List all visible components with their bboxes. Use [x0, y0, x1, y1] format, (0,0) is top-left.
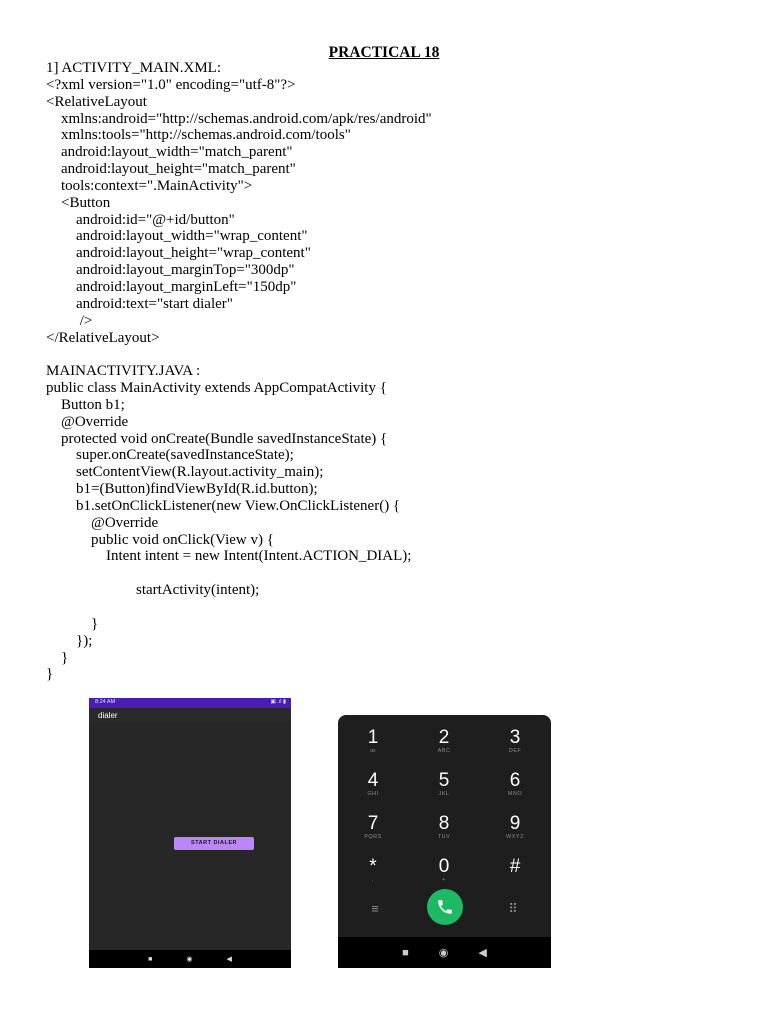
dial-key-letters: ABC: [437, 748, 451, 754]
dial-key[interactable]: [343, 857, 403, 884]
code-line: tools:context=".MainActivity">: [46, 177, 253, 194]
code-line: startActivity(intent);: [46, 582, 260, 599]
dial-key-letters: +: [442, 877, 446, 883]
navigation-bar: [89, 950, 291, 968]
dial-key[interactable]: [343, 771, 403, 798]
code-line: }: [46, 666, 54, 683]
code-line: xmlns:android="http://schemas.android.com/apk/res/android": [46, 110, 432, 127]
code-line: Intent intent = new Intent(Intent.ACTION_DIAL);: [46, 548, 412, 565]
code-line: xmlns:tools="http://schemas.android.com/tools": [46, 127, 351, 144]
dial-key[interactable]: [485, 771, 545, 798]
code-line: public class MainActivity extends AppCompatActivity {: [46, 380, 387, 397]
code-line: @Override: [46, 514, 159, 531]
code-line: super.onCreate(savedInstanceState);: [46, 447, 294, 464]
code-line: </RelativeLayout>: [46, 329, 160, 346]
navigation-bar: [338, 937, 551, 968]
dial-key-digit: *: [369, 856, 377, 877]
code-line: b1.setOnClickListener(new View.OnClickListener() {: [46, 497, 401, 514]
code-line: Button b1;: [46, 396, 125, 413]
code-line: <Button: [46, 194, 111, 211]
dialer-screenshot: [338, 715, 551, 968]
code-line: 1] ACTIVITY_MAIN.XML:: [46, 60, 221, 76]
code-line: [46, 565, 746, 582]
dial-key[interactable]: [343, 728, 403, 755]
status-time: 8:24 AM: [95, 699, 116, 705]
dial-key-digit: 6: [509, 770, 521, 791]
code-line: @Override: [46, 413, 129, 430]
dial-key[interactable]: [414, 814, 474, 841]
keypad-icon[interactable]: ⠿: [508, 901, 518, 916]
dial-key-digit: 1: [367, 727, 379, 748]
code-line: android:layout_width="match_parent": [46, 144, 293, 161]
recents-icon[interactable]: ■: [148, 955, 153, 963]
back-icon[interactable]: ◀: [226, 956, 232, 963]
dial-key-letters: ,: [371, 877, 375, 883]
code-line: android:layout_marginTop="300dp": [46, 262, 295, 279]
code-line: <?xml version="1.0" encoding="utf-8"?>: [46, 76, 296, 93]
code-line: b1=(Button)findViewById(R.id.button);: [46, 481, 318, 498]
phone-icon: [436, 898, 454, 916]
dial-key[interactable]: [485, 814, 545, 841]
recents-icon[interactable]: ■: [402, 946, 409, 959]
code-line: }: [46, 649, 69, 666]
status-bar: [89, 698, 291, 708]
dial-key-digit: 0: [438, 856, 450, 877]
menu-icon[interactable]: ≡: [371, 901, 379, 916]
dial-key-letters: GHI: [367, 791, 379, 797]
code-line: <RelativeLayout: [46, 93, 147, 110]
dial-key-digit: 9: [509, 813, 521, 834]
code-line: MAINACTIVITY.JAVA :: [46, 363, 201, 380]
call-button[interactable]: [427, 889, 463, 925]
dial-key-digit: 5: [438, 770, 450, 791]
app-bar: [89, 708, 291, 722]
dial-key-digit: 7: [367, 813, 379, 834]
dial-key[interactable]: [414, 728, 474, 755]
dial-key[interactable]: [485, 857, 545, 877]
dial-key[interactable]: [343, 814, 403, 841]
dial-key-letters: PQRS: [364, 834, 382, 840]
code-line: android:text="start dialer": [46, 295, 233, 312]
dial-key-digit: 4: [367, 770, 379, 791]
page-title: PRACTICAL 18: [328, 44, 440, 61]
code-line: android:layout_height="wrap_content": [46, 245, 311, 262]
code-line: }: [46, 615, 99, 632]
dial-key[interactable]: [414, 771, 474, 798]
dial-key-letters: ꝏ: [369, 748, 377, 754]
dial-key[interactable]: [485, 728, 545, 755]
code-line: [46, 346, 746, 363]
status-icons: ▣ .ıl ▮: [270, 699, 286, 705]
code-line: public void onClick(View v) {: [46, 531, 274, 548]
code-line: />: [46, 312, 93, 329]
code-line: android:layout_width="wrap_content": [46, 228, 308, 245]
start-dialer-button[interactable]: START DIALER: [174, 837, 254, 850]
dial-key-letters: DEF: [508, 748, 522, 754]
code-line: android:id="@+id/button": [46, 211, 235, 228]
code-line: setContentView(R.layout.activity_main);: [46, 464, 324, 481]
dial-key-digit: 8: [438, 813, 450, 834]
code-line: protected void onCreate(Bundle savedInstanceState) {: [46, 430, 388, 447]
home-icon[interactable]: ◉: [186, 956, 193, 963]
app-screenshot: [89, 698, 291, 968]
dial-key-digit: 3: [509, 727, 521, 748]
back-icon[interactable]: ◀: [478, 947, 487, 959]
dial-key-letters: WXYZ: [506, 834, 524, 840]
dial-key-letters: MNO: [507, 791, 523, 797]
app-title: dialer: [98, 711, 118, 720]
dial-key-letters: TUV: [437, 834, 451, 840]
code-line: android:layout_height="match_parent": [46, 161, 296, 178]
app-content: [89, 722, 291, 950]
dial-key-digit: #: [509, 856, 521, 877]
code-line: [46, 599, 746, 616]
code-line: });: [46, 632, 93, 649]
dial-key[interactable]: [414, 857, 474, 884]
code-listing: [46, 60, 746, 683]
home-icon[interactable]: ◉: [438, 947, 449, 959]
code-line: android:layout_marginLeft="150dp": [46, 278, 297, 295]
dial-key-letters: JKL: [438, 791, 450, 797]
dial-key-digit: 2: [438, 727, 450, 748]
